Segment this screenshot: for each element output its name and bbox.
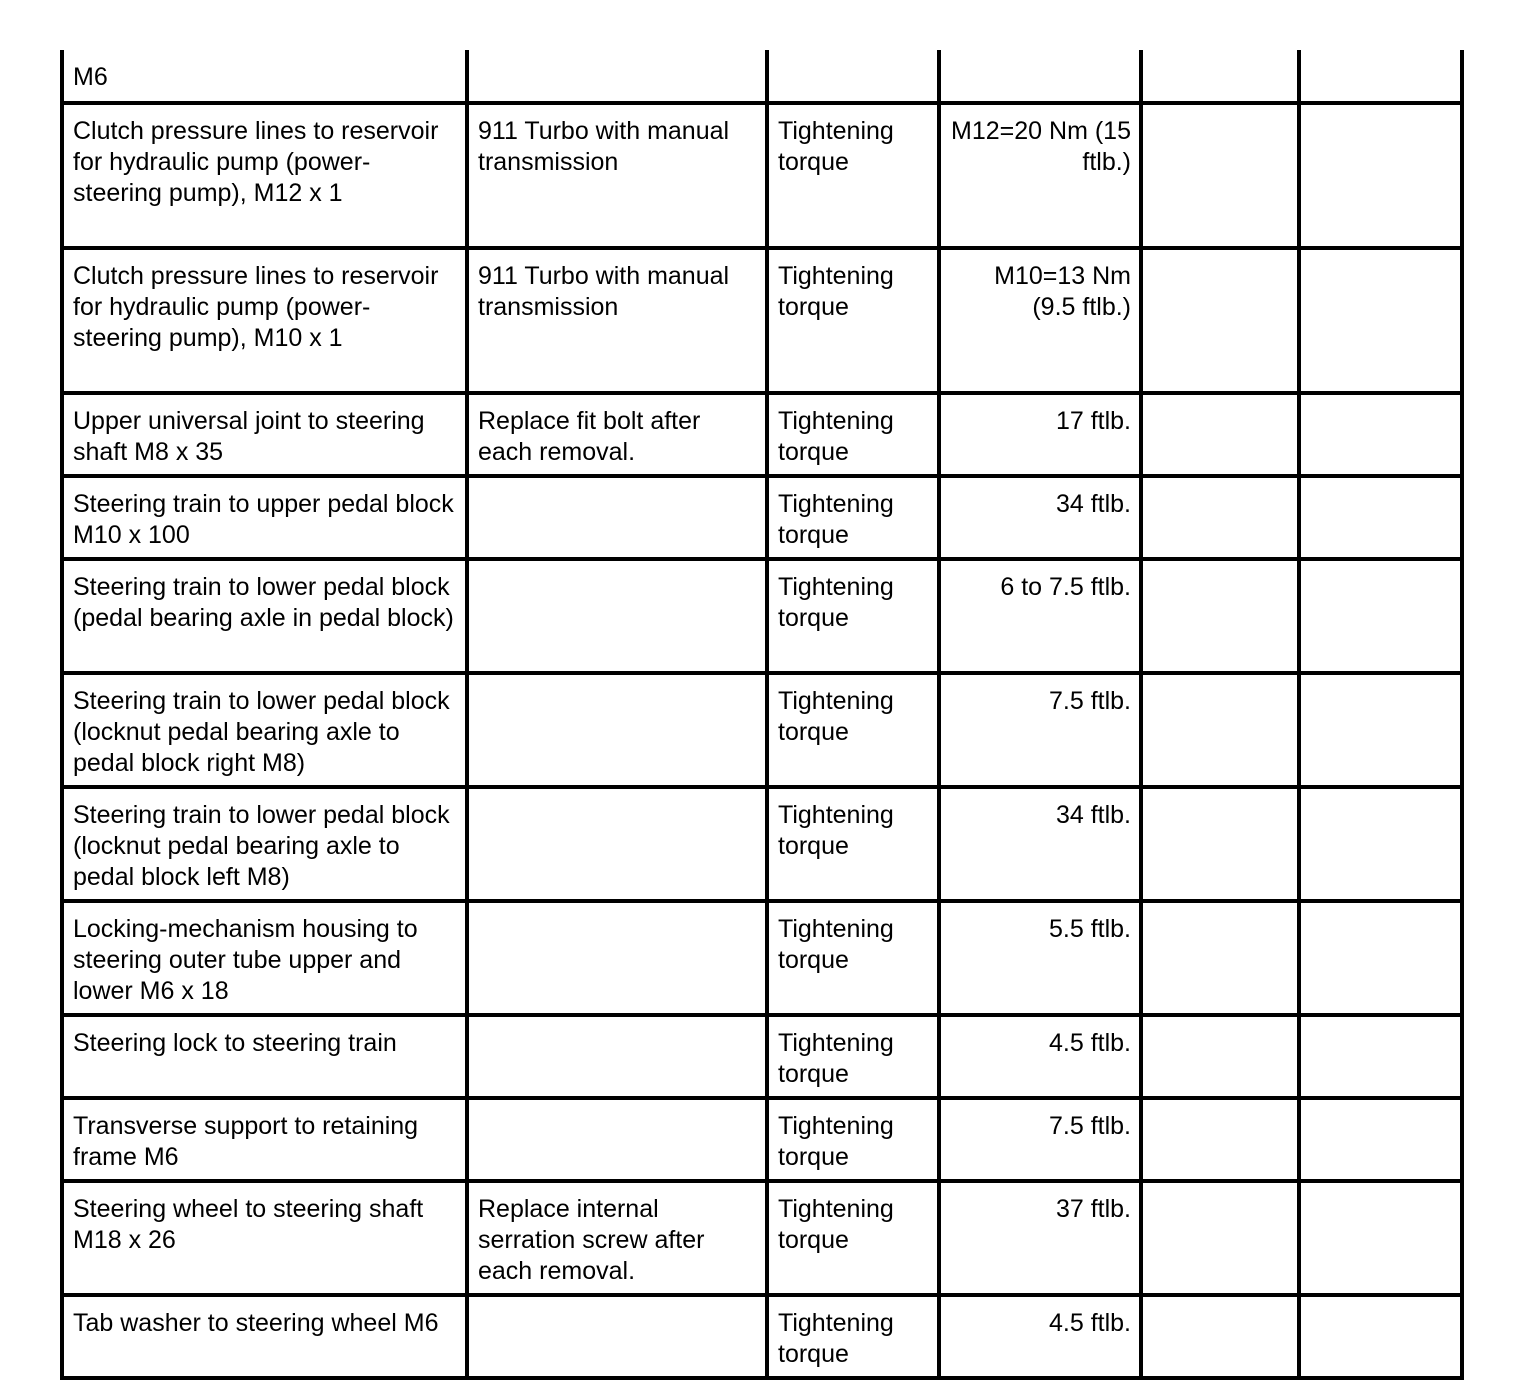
procedure-cell: Tightening torque: [767, 476, 939, 559]
empty-cell: [1141, 901, 1299, 1015]
note-cell: [467, 50, 767, 103]
component-cell: Steering train to lower pedal block (pedal bearing axle in pedal block): [62, 559, 467, 673]
empty-cell: [1299, 1181, 1462, 1295]
note-cell: [467, 1098, 767, 1181]
empty-cell: [1141, 50, 1299, 103]
procedure-cell: Tightening torque: [767, 393, 939, 476]
component-cell: Steering lock to steering train: [62, 1015, 467, 1098]
empty-cell: [1299, 1295, 1462, 1378]
procedure-cell: Tightening torque: [767, 901, 939, 1015]
empty-cell: [1141, 673, 1299, 787]
value-cell: 34 ftlb.: [939, 476, 1141, 559]
empty-cell: [1299, 673, 1462, 787]
value-cell: M10=13 Nm (9.5 ftlb.): [939, 248, 1141, 393]
table-row: [62, 559, 1462, 673]
empty-cell: [1141, 1181, 1299, 1295]
note-cell: 911 Turbo with manual transmission: [467, 248, 767, 393]
value-cell: 4.5 ftlb.: [939, 1295, 1141, 1378]
note-cell: 911 Turbo with manual transmission: [467, 103, 767, 248]
empty-cell: [1141, 1295, 1299, 1378]
procedure-cell: Tightening torque: [767, 1098, 939, 1181]
procedure-cell: Tightening torque: [767, 559, 939, 673]
component-cell: Clutch pressure lines to reservoir for hydraulic pump (power-steering pump), M12 x 1: [62, 103, 467, 248]
value-cell: 7.5 ftlb.: [939, 673, 1141, 787]
value-cell: 6 to 7.5 ftlb.: [939, 559, 1141, 673]
value-cell: M12=20 Nm (15 ftlb.): [939, 103, 1141, 248]
empty-cell: [1141, 559, 1299, 673]
empty-cell: [1299, 1098, 1462, 1181]
note-cell: [467, 901, 767, 1015]
empty-cell: [1299, 476, 1462, 559]
table-row: [62, 1295, 1462, 1378]
value-cell: 7.5 ftlb.: [939, 1098, 1141, 1181]
value-cell: 37 ftlb.: [939, 1181, 1141, 1295]
note-cell: [467, 1295, 767, 1378]
procedure-cell: Tightening torque: [767, 673, 939, 787]
empty-cell: [1299, 1015, 1462, 1098]
value-cell: [939, 50, 1141, 103]
empty-cell: [1141, 476, 1299, 559]
note-cell: [467, 476, 767, 559]
empty-cell: [1141, 393, 1299, 476]
empty-cell: [1299, 393, 1462, 476]
procedure-cell: Tightening torque: [767, 1181, 939, 1295]
table-row: [62, 50, 1462, 103]
component-cell: Tab washer to steering wheel M6: [62, 1295, 467, 1378]
table-row: [62, 673, 1462, 787]
value-cell: 4.5 ftlb.: [939, 1015, 1141, 1098]
procedure-cell: Tightening torque: [767, 1015, 939, 1098]
component-cell: Upper universal joint to steering shaft M8 x 35: [62, 393, 467, 476]
table-row: [62, 1098, 1462, 1181]
empty-cell: [1299, 787, 1462, 901]
table-row: [62, 103, 1462, 248]
empty-cell: [1299, 103, 1462, 248]
component-cell: Locking-mechanism housing to steering outer tube upper and lower M6 x 18: [62, 901, 467, 1015]
value-cell: 5.5 ftlb.: [939, 901, 1141, 1015]
value-cell: 34 ftlb.: [939, 787, 1141, 901]
empty-cell: [1299, 559, 1462, 673]
empty-cell: [1299, 901, 1462, 1015]
table-row: [62, 787, 1462, 901]
empty-cell: [1299, 50, 1462, 103]
procedure-cell: Tightening torque: [767, 787, 939, 901]
empty-cell: [1141, 1015, 1299, 1098]
table-row: [62, 1181, 1462, 1295]
table-row: [62, 476, 1462, 559]
component-cell: Steering train to lower pedal block (locknut pedal bearing axle to pedal block left M8): [62, 787, 467, 901]
procedure-cell: Tightening torque: [767, 1295, 939, 1378]
empty-cell: [1141, 103, 1299, 248]
note-cell: [467, 673, 767, 787]
table-row: [62, 901, 1462, 1015]
component-cell: M6: [62, 50, 467, 103]
component-cell: Steering wheel to steering shaft M18 x 26: [62, 1181, 467, 1295]
table-row: [62, 248, 1462, 393]
empty-cell: [1141, 248, 1299, 393]
torque-spec-table: [60, 50, 1464, 1380]
component-cell: Steering train to upper pedal block M10 x 100: [62, 476, 467, 559]
empty-cell: [1141, 1098, 1299, 1181]
procedure-cell: Tightening torque: [767, 248, 939, 393]
note-cell: [467, 787, 767, 901]
procedure-cell: [767, 50, 939, 103]
component-cell: Clutch pressure lines to reservoir for hydraulic pump (power-steering pump), M10 x 1: [62, 248, 467, 393]
table-row: [62, 393, 1462, 476]
value-cell: 17 ftlb.: [939, 393, 1141, 476]
note-cell: [467, 559, 767, 673]
empty-cell: [1299, 248, 1462, 393]
empty-cell: [1141, 787, 1299, 901]
table-row: [62, 1015, 1462, 1098]
component-cell: Transverse support to retaining frame M6: [62, 1098, 467, 1181]
note-cell: [467, 1015, 767, 1098]
note-cell: Replace internal serration screw after each removal.: [467, 1181, 767, 1295]
procedure-cell: Tightening torque: [767, 103, 939, 248]
component-cell: Steering train to lower pedal block (locknut pedal bearing axle to pedal block right M8): [62, 673, 467, 787]
note-cell: Replace fit bolt after each removal.: [467, 393, 767, 476]
